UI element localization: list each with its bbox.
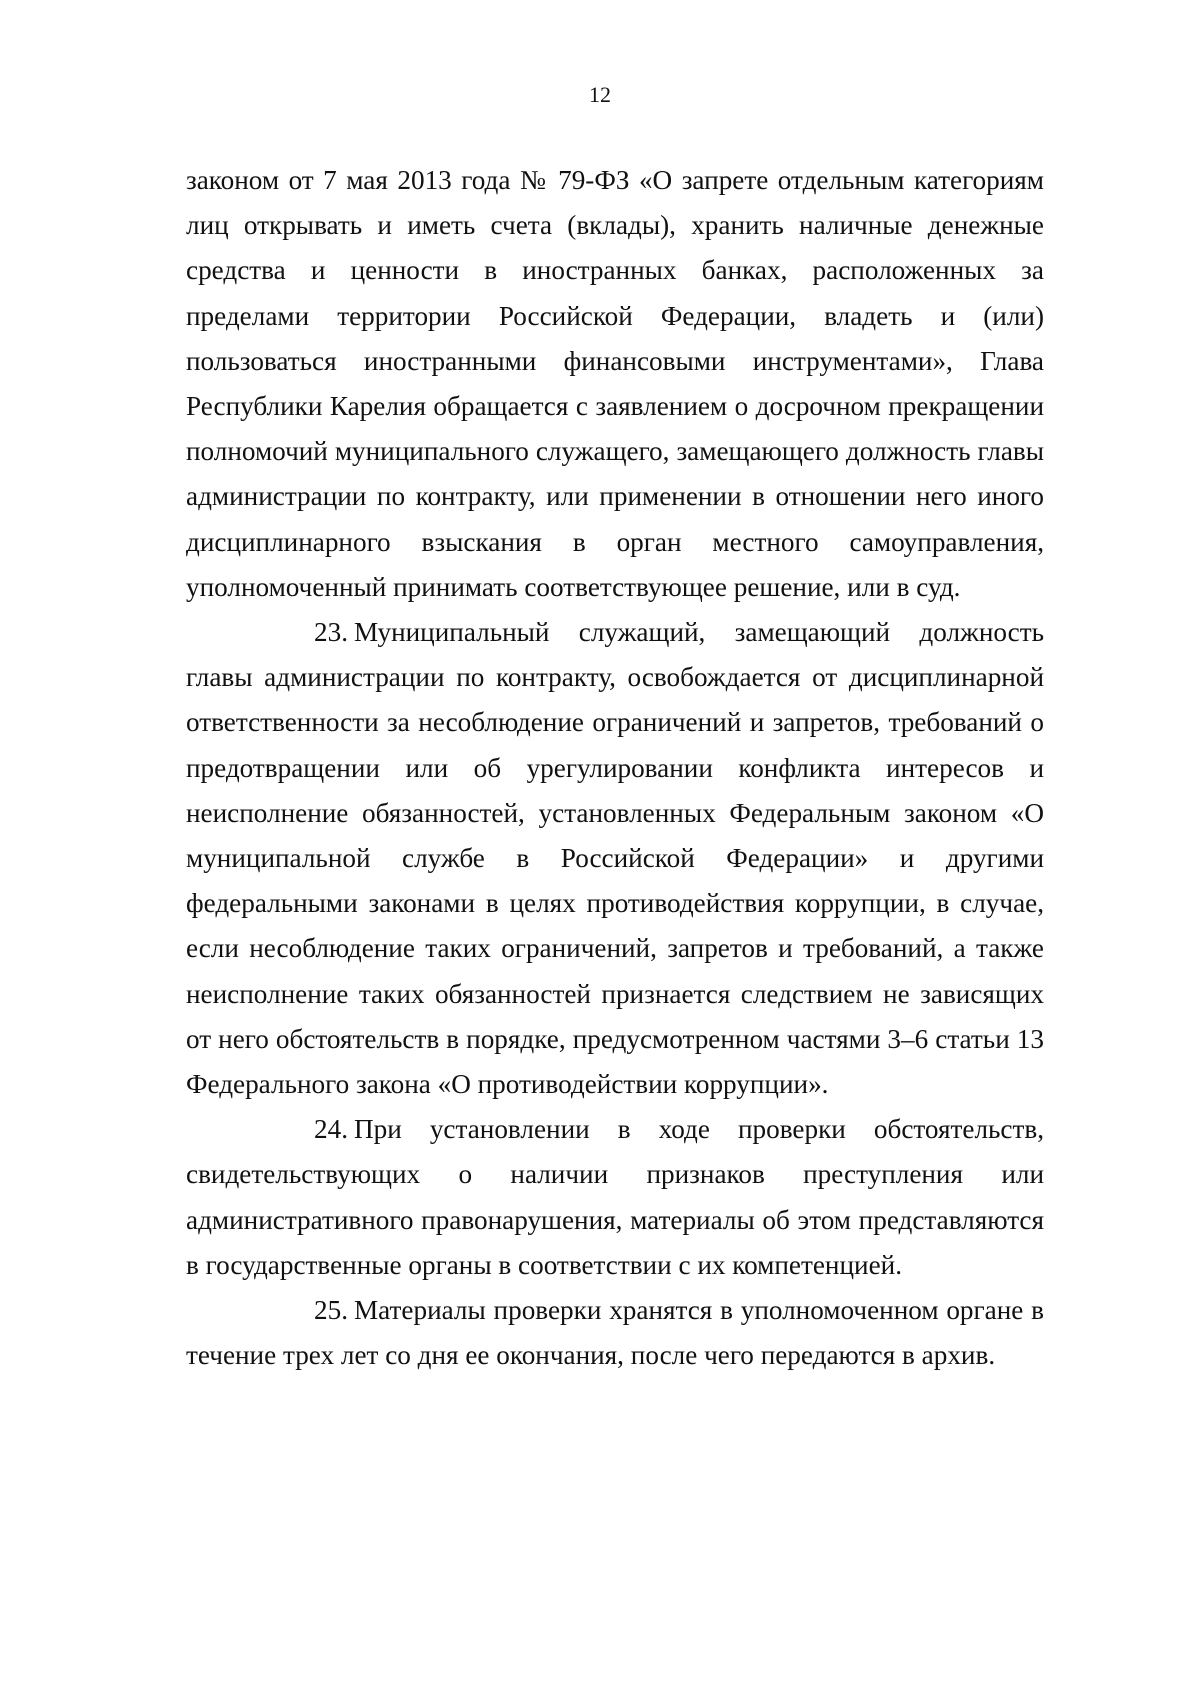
paragraph-continuation xyxy=(186,158,1044,610)
paragraph-25 xyxy=(186,1288,1044,1378)
paragraph-24 xyxy=(186,1107,1044,1288)
paragraph-number: 24. xyxy=(314,1114,348,1145)
paragraph-text: законом от 7 мая 2013 года № 79-ФЗ «О запрете отдельным категориям лиц открывать и иметь счета (вклады), хранить наличные денежные средства и ценности в иностранных банках, расположенных за пределами территории Российской Федерации, владеть и (или) пользоваться иностранными финансовыми инструментами», Глава Республики Карелия обращается с заявлением о досрочном прекращении полномочий муниципального служащего, замещающего должность главы администрации по контракту, или применении в отношении него иного дисциплинарного взыскания в орган местного самоуправления, уполномоченный принимать соответствующее решение, или в суд. xyxy=(186,165,1044,602)
document-body xyxy=(186,158,1044,1378)
paragraph-number: 23. xyxy=(314,617,348,648)
paragraph-text: Материалы проверки хранятся в уполномоченном органе в течение трех лет со дня ее окончания, после чего передаются в архив. xyxy=(186,1295,1044,1371)
paragraph-text: При установлении в ходе проверки обстоятельств, свидетельствующих о наличии признаков преступления или административного правонарушения, материалы об этом представляются в государственные органы в соответствии с их компетенцией. xyxy=(186,1114,1044,1280)
paragraph-number: 25. xyxy=(314,1295,348,1326)
page-number: 12 xyxy=(589,82,611,107)
paragraph-text: Муниципальный служащий, замещающий должность главы администрации по контракту, освобождается от дисциплинарной ответственности за несоблюдение ограничений и запретов, требований о предотвращении или об урегулировании конфликта интересов и неисполнение обязанностей, установленных Федеральным законом «О муниципальной службе в Российской Федерации» и другими федеральными законами в целях противодействия коррупции, в случае, если несоблюдение таких ограничений, запретов и требований, а также неисполнение таких обязанностей признается следствием не зависящих от него обстоятельств в порядке, предусмотренном частями 3–6 статьи 13 Федерального закона «О противодействии коррупции». xyxy=(186,617,1044,1100)
paragraph-23 xyxy=(186,610,1044,1107)
